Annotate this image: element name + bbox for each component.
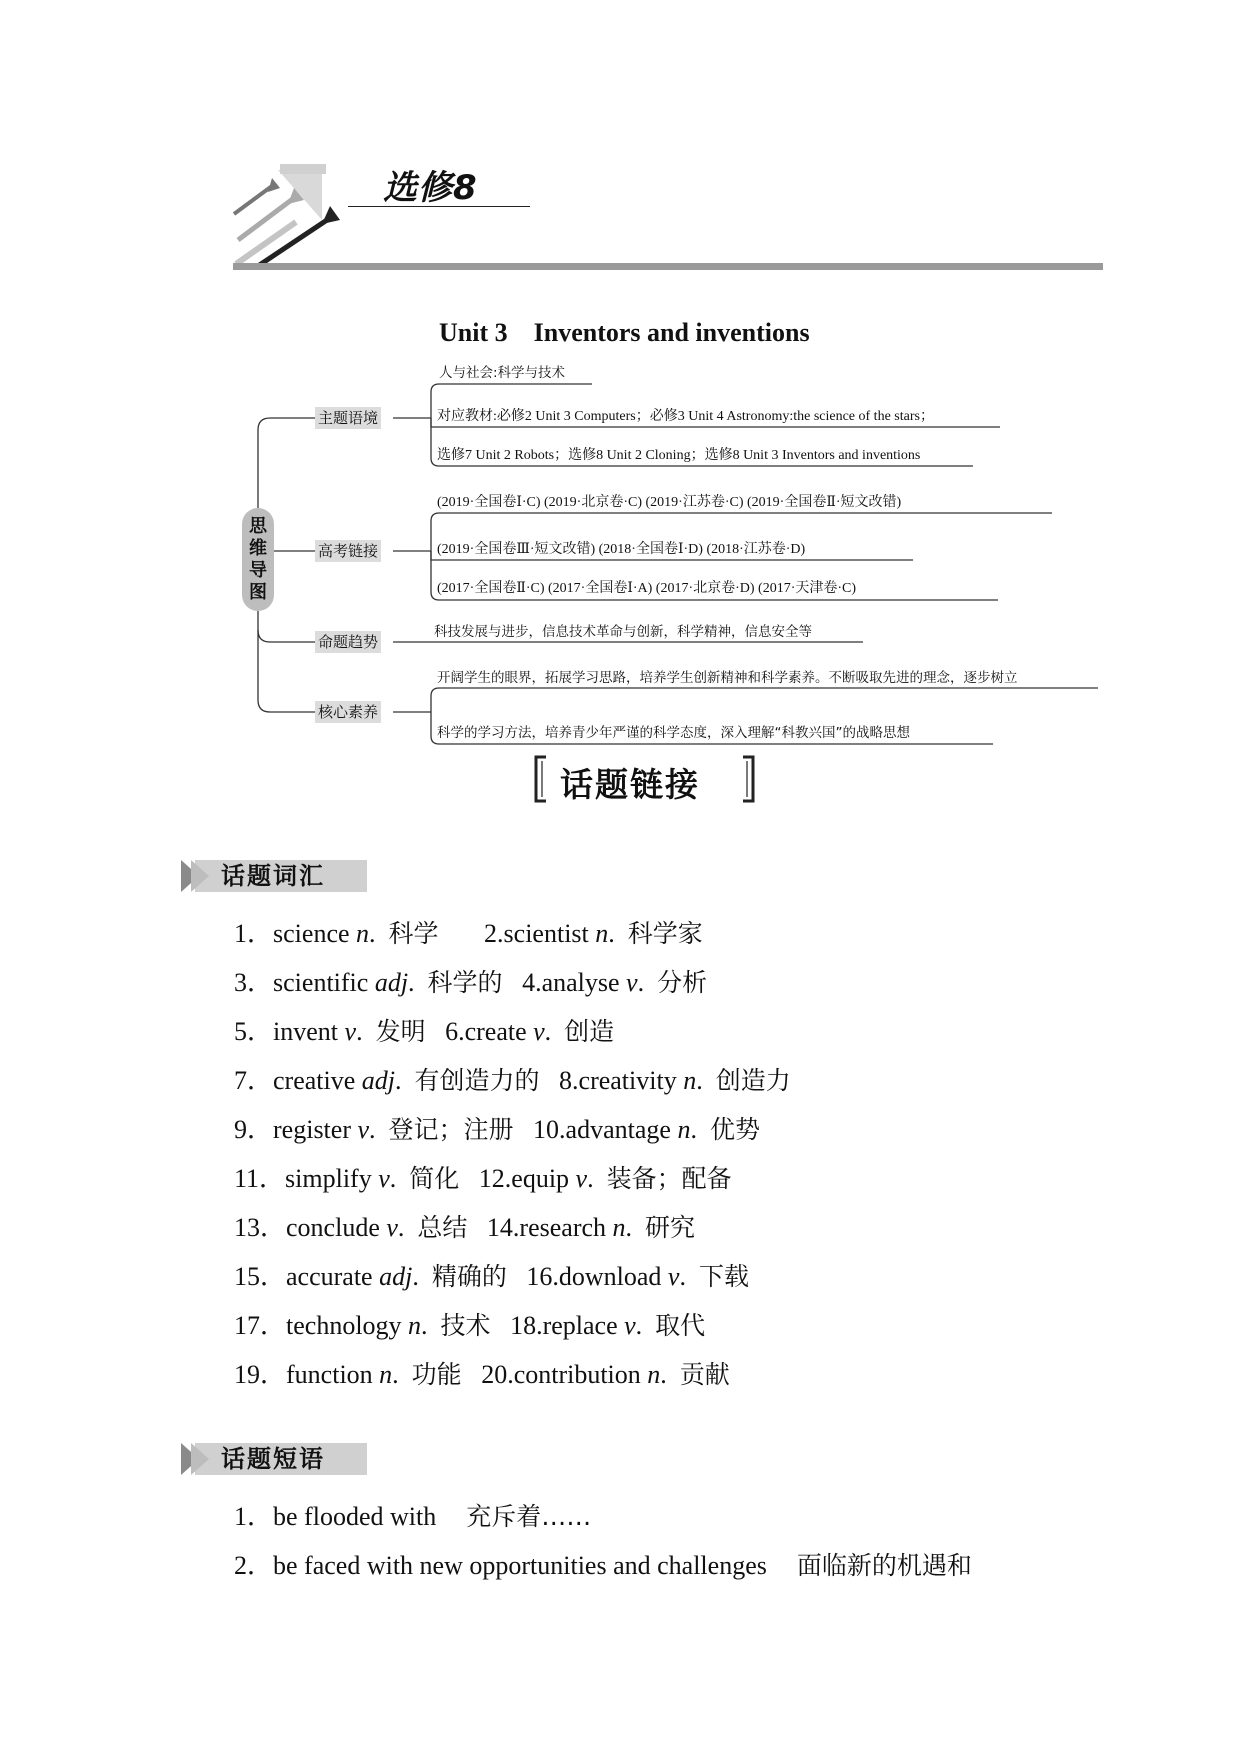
vocab-meaning: 贡献	[679, 1360, 730, 1389]
vocab-meaning: 分析	[657, 968, 708, 997]
vocab-meaning: 登记；注册	[388, 1115, 514, 1144]
vocab-pos: n	[595, 919, 609, 948]
vocab-number: 17．	[234, 1311, 287, 1340]
branch-core-literacy: 核心素养	[315, 701, 381, 723]
vocab-number: 4.	[502, 968, 542, 997]
vocab-pos: v	[378, 1164, 390, 1193]
root-char: 思	[249, 515, 267, 537]
vocab-meaning: 总结	[417, 1213, 468, 1242]
vocab-word: advantage	[565, 1115, 678, 1144]
vocab-meaning: 科学的	[427, 968, 503, 997]
leaf-text: 对应教材:必修2 Unit 3 Computers；必修3 Unit 4 Astronomy:the science of the stars；	[437, 409, 934, 424]
vocab-word: science	[273, 919, 357, 948]
vocab-number: 14.	[467, 1213, 520, 1242]
mindmap-connectors	[0, 0, 1241, 760]
phrase-meaning: 充斥着……	[466, 1502, 592, 1531]
vocab-number: 13．	[234, 1213, 287, 1242]
vocab-pos: n	[356, 919, 370, 948]
vocab-number: 5．	[234, 1017, 274, 1046]
vocab-heading: 话题词汇	[221, 862, 325, 890]
vocab-number: 11．	[234, 1164, 286, 1193]
vocab-number: 8.	[539, 1066, 579, 1095]
vocab-number: 20.	[461, 1360, 514, 1389]
chapter-title: 选修8	[383, 168, 478, 208]
unit-title: Unit 3 Inventors and inventions	[439, 318, 810, 347]
vocab-line: 13．conclude v. 总结 14.research n. 研究	[234, 1213, 696, 1242]
vocab-meaning: 发明	[375, 1017, 426, 1046]
vocab-line: 15．accurate adj. 精确的 16.download v. 下载	[234, 1262, 749, 1291]
root-char: 图	[249, 581, 267, 603]
vocab-number: 6.	[425, 1017, 465, 1046]
vocab-word: creative	[273, 1066, 362, 1095]
vocab-meaning: 取代	[655, 1311, 706, 1340]
vocab-pos: adj	[361, 1066, 396, 1095]
phrase-number: 2．	[234, 1551, 274, 1580]
section-banner-title: 话题链接	[560, 765, 700, 804]
vocab-pos: adj	[374, 968, 409, 997]
vocab-word: create	[464, 1017, 534, 1046]
vocab-meaning: 创造	[564, 1017, 615, 1046]
vocab-pos: v	[626, 968, 638, 997]
vocab-word: replace	[542, 1311, 625, 1340]
vocab-word: conclude	[286, 1213, 387, 1242]
root-char: 维	[249, 537, 267, 559]
vocab-line: 5．invent v. 发明 6.create v. 创造	[234, 1017, 615, 1046]
vocab-meaning: 下载	[698, 1262, 749, 1291]
vocab-line: 9．register v. 登记；注册 10.advantage n. 优势	[234, 1115, 760, 1144]
vocab-number: 1．	[234, 919, 274, 948]
root-char: 导	[249, 559, 267, 581]
leaf-text: 人与社会:科学与技术	[439, 365, 566, 381]
vocab-meaning: 功能	[411, 1360, 462, 1389]
vocab-word: scientific	[273, 968, 375, 997]
vocab-pos: v	[344, 1017, 357, 1046]
leaf-text: 科学的学习方法，培养青少年严谨的科学态度，深入理解“科教兴国”的战略思想	[437, 725, 910, 741]
vocab-pos: n	[683, 1066, 697, 1095]
vocab-meaning: 研究	[645, 1213, 696, 1242]
phrase-number: 1．	[234, 1502, 274, 1531]
vocab-pos: v	[357, 1115, 370, 1144]
vocab-pos: n	[677, 1115, 691, 1144]
vocab-number: 9．	[234, 1115, 274, 1144]
vocab-word: accurate	[286, 1262, 380, 1291]
vocab-pos: v	[533, 1017, 545, 1046]
vocab-word: register	[273, 1115, 358, 1144]
phrase-section-header	[177, 1441, 367, 1477]
phrase-meaning: 面临新的机遇和	[796, 1551, 972, 1580]
vocab-line: 19．function n. 功能 20.contribution n. 贡献	[234, 1360, 730, 1389]
leaf-text: (2019·全国卷Ⅲ·短文改错) (2018·全国卷Ⅰ·D) (2018·江苏卷·D)	[437, 542, 806, 557]
branch-trend: 命题趋势	[315, 631, 381, 653]
vocab-pos: n	[408, 1311, 422, 1340]
vocab-number: 12.	[459, 1164, 512, 1193]
vocab-number: 18.	[490, 1311, 543, 1340]
vocab-meaning: 简化	[409, 1164, 460, 1193]
vocab-pos: n	[647, 1360, 661, 1389]
vocab-number: 3．	[234, 968, 274, 997]
branch-theme-context: 主题语境	[315, 407, 381, 429]
vocab-section-header	[177, 858, 367, 894]
leaf-text: 科技发展与进步，信息技术革命与创新，科学精神，信息安全等	[434, 624, 812, 640]
vocab-word: download	[558, 1262, 668, 1291]
vocab-word: technology	[286, 1311, 409, 1340]
vocab-number: 15．	[234, 1262, 287, 1291]
vocab-pos: v	[386, 1213, 398, 1242]
vocab-meaning: 优势	[709, 1115, 760, 1144]
vocab-word: simplify	[285, 1164, 379, 1193]
vocab-line: 11．simplify v. 简化 12.equip v. 装备；配备	[234, 1164, 732, 1193]
vocab-number: 19．	[234, 1360, 287, 1389]
vocab-word: invent	[273, 1017, 345, 1046]
vocab-word: equip	[511, 1164, 576, 1193]
vocab-meaning: 科学家	[627, 919, 703, 948]
play-arrow-icon	[177, 1441, 211, 1477]
vocab-word: creativity	[578, 1066, 684, 1095]
vocab-line: 17．technology n. 技术 18.replace v. 取代	[234, 1311, 706, 1340]
vocab-number: 2.	[438, 919, 504, 948]
vocab-pos: n	[612, 1213, 626, 1242]
vocab-line: 7．creative adj. 有创造力的 8.creativity n. 创造力	[234, 1066, 791, 1095]
vocab-word: research	[519, 1213, 613, 1242]
vocab-number: 10.	[513, 1115, 566, 1144]
phrase-heading: 话题短语	[221, 1445, 325, 1473]
vocab-pos: v	[667, 1262, 680, 1291]
vocab-meaning: 有创造力的	[414, 1066, 540, 1095]
vocab-word: function	[286, 1360, 380, 1389]
branch-exam-links: 高考链接	[315, 540, 381, 562]
leaf-text: (2019·全国卷Ⅰ·C) (2019·北京卷·C) (2019·江苏卷·C) (2019·全国卷Ⅱ·短文改错)	[437, 495, 902, 510]
leaf-text: (2017·全国卷Ⅱ·C) (2017·全国卷Ⅰ·A) (2017·北京卷·D) (2017·天津卷·C)	[437, 581, 857, 596]
phrase-line	[234, 1501, 591, 1533]
phrase-english: be faced with new opportunities and challenges	[273, 1551, 767, 1580]
vocab-pos: n	[379, 1360, 393, 1389]
vocab-pos: adj	[379, 1262, 413, 1291]
leaf-text: 开阔学生的眼界，拓展学习思路，培养学生创新精神和科学素养。不断吸取先进的理念，逐步树立	[437, 670, 1018, 686]
vocab-line: 1．science n. 科学 2.scientist n. 科学家	[234, 919, 703, 948]
vocab-meaning: 装备；配备	[606, 1164, 732, 1193]
leaf-text: 选修7 Unit 2 Robots；选修8 Unit 2 Cloning；选修8 Unit 3 Inventors and inventions	[437, 448, 921, 463]
vocab-pos: v	[575, 1164, 588, 1193]
vocab-number: 16.	[506, 1262, 559, 1291]
vocab-meaning: 精确的	[431, 1262, 507, 1291]
play-arrow-icon	[177, 858, 211, 894]
vocab-word: analyse	[541, 968, 627, 997]
vocab-meaning: 技术	[440, 1311, 491, 1340]
phrase-english: be flooded with	[273, 1502, 437, 1531]
vocab-word: contribution	[513, 1360, 648, 1389]
vocab-meaning: 创造力	[715, 1066, 791, 1095]
vocab-number: 7．	[234, 1066, 274, 1095]
vocab-pos: v	[624, 1311, 636, 1340]
vocab-word: scientist	[503, 919, 596, 948]
phrase-line	[234, 1550, 972, 1582]
mindmap-root	[242, 508, 274, 611]
vocab-line: 3．scientific adj. 科学的 4.analyse v. 分析	[234, 968, 708, 997]
vocab-meaning: 科学	[388, 919, 439, 948]
